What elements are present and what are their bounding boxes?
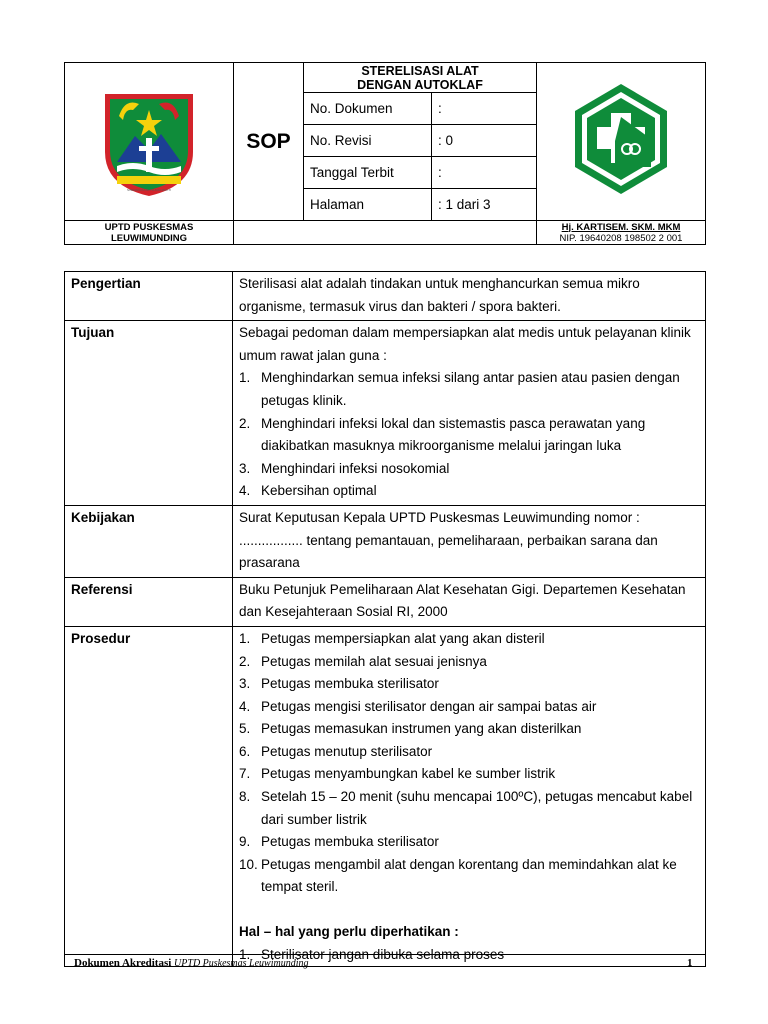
field-value-no-dokumen: : xyxy=(432,93,537,125)
signer-block xyxy=(537,221,706,245)
list-item: 3. Menghindari infeksi nosokomial xyxy=(239,460,450,476)
list-item: 1. Menghindarkan semua infeksi silang antar pasien atau pasien dengan petugas klinik. xyxy=(239,370,680,408)
list-item: 2. Menghindari infeksi lokal dan sistemastis pasca perawatan yang diakibatkan masuknya mikroorganisme melalui jaringan luka xyxy=(239,415,646,454)
empty-cell xyxy=(234,221,537,245)
tujuan-intro: Sebagai pedoman dalam mempersiapkan alat medis untuk pelayanan klinik umum rawat jalan guna : xyxy=(239,325,691,363)
logo-right-cell xyxy=(537,63,706,221)
row-referensi xyxy=(65,577,706,626)
puskesmas-logo-icon xyxy=(571,81,671,197)
row-prosedur xyxy=(65,626,706,966)
footer-rule xyxy=(64,954,705,955)
field-value-no-revisi: : 0 xyxy=(432,125,537,157)
field-value-tanggal-terbit: : xyxy=(432,157,537,189)
footer-label: Dokumen Akreditasi UPTD Puskesmas Leuwimunding xyxy=(74,957,309,969)
field-label-no-dokumen: No. Dokumen xyxy=(304,93,432,125)
content-table xyxy=(64,271,706,967)
label-kebijakan: Kebijakan xyxy=(65,505,233,577)
field-label-halaman: Halaman xyxy=(304,189,432,221)
row-tujuan xyxy=(65,321,706,506)
list-item: 6. Petugas menutup sterilisator xyxy=(239,743,433,759)
prosedur-list xyxy=(239,628,699,899)
list-item: 1. Petugas mempersiapkan alat yang akan disteril xyxy=(239,630,545,646)
sop-label: SOP xyxy=(234,63,304,221)
text-pengertian: Sterilisasi alat adalah tindakan untuk menghancurkan semua mikro organisme, termasuk virus dan bakteri / spora bakteri. xyxy=(233,272,706,321)
row-pengertian xyxy=(65,272,706,321)
tujuan-list xyxy=(239,367,699,503)
list-item: 3. Petugas membuka sterilisator xyxy=(239,676,439,692)
field-label-tanggal-terbit: Tanggal Terbit xyxy=(304,157,432,189)
list-item: 8. Setelah 15 – 20 menit (suhu mencapai 100ºC), petugas mencabut kabel dari sumber listrik xyxy=(239,789,693,827)
label-pengertian: Pengertian xyxy=(65,272,233,321)
field-label-no-revisi: No. Revisi xyxy=(304,125,432,157)
signer-name: Hj. KARTISEM. SKM. MKM xyxy=(561,221,681,233)
list-item: 5. Petugas memasukan instrumen yang akan disterilkan xyxy=(239,721,582,737)
document-title: STERELISASI ALAT DENGAN AUTOKLAF xyxy=(304,63,537,93)
list-item: 4. Petugas mengisi sterilisator dengan air sampai batas air xyxy=(239,698,597,714)
list-item: 10. Petugas mengambil alat dengan korentang dan memindahkan alat ke tempat steril. xyxy=(239,856,677,895)
row-kebijakan xyxy=(65,505,706,577)
district-emblem-icon xyxy=(95,90,203,198)
header-table xyxy=(64,62,706,245)
page-number: 1 xyxy=(687,957,693,969)
label-tujuan: Tujuan xyxy=(65,321,233,506)
organization-name: UPTD PUSKESMAS LEUWIMUNDING xyxy=(65,221,234,245)
label-referensi: Referensi xyxy=(65,577,233,626)
logo-left-cell xyxy=(65,63,234,221)
text-kebijakan: Surat Keputusan Kepala UPTD Puskesmas Leuwimunding nomor : ................. tentang pemantauan, pemeliharaan, perbaikan sarana dan prasarana xyxy=(233,505,706,577)
field-value-halaman: : 1 dari 3 xyxy=(432,189,537,221)
list-item: 4. Kebersihan optimal xyxy=(239,483,377,499)
list-item: 1. Sterilisator jangan dibuka selama proses xyxy=(239,946,505,962)
text-referensi: Buku Petunjuk Pemeliharaan Alat Kesehatan Gigi. Departemen Kesehatan dan Kesejahteraan Sosial RI, 2000 xyxy=(233,577,706,626)
label-prosedur: Prosedur xyxy=(65,626,233,966)
emblem-motto: SINDANG KASIH SUGIH MUKTI xyxy=(126,189,171,192)
footer-script: UPTD Puskesmas Leuwimunding xyxy=(174,958,309,969)
notes-title: Hal – hal yang perlu diperhatikan : xyxy=(239,924,459,940)
list-item: 9. Petugas membuka sterilisator xyxy=(239,834,439,850)
list-item: 2. Petugas memilah alat sesuai jenisnya xyxy=(239,653,487,669)
signer-nip: NIP. 19640208 198502 2 001 xyxy=(559,232,683,244)
list-item: 7. Petugas menyambungkan kabel ke sumber listrik xyxy=(239,766,556,782)
